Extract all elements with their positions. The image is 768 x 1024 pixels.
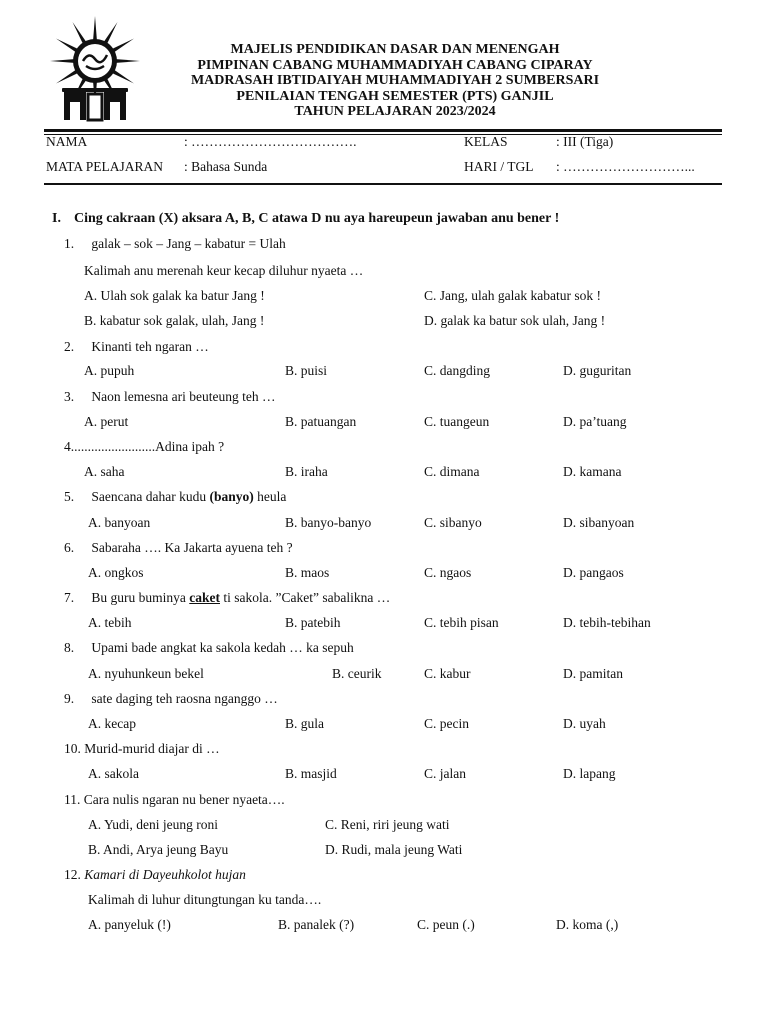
- logo-sun-ray: [112, 70, 134, 84]
- question-9-option-d[interactable]: D. uyah: [563, 716, 606, 731]
- question-6-option-a[interactable]: A. ongkos: [88, 565, 144, 580]
- question-7: 7. Bu guru buminya caket ti sakola. ”Caket” sabalikna …: [64, 590, 391, 605]
- question-7-option-c[interactable]: C. tebih pisan: [424, 615, 499, 630]
- question-12-option-d[interactable]: D. koma (,): [556, 917, 619, 932]
- question-4-option-a[interactable]: A. saha: [84, 464, 125, 479]
- mapel-value: : Bahasa Sunda: [184, 159, 268, 174]
- question-1: 1. galak – sok – Jang – kabatur = Ulah: [64, 236, 286, 251]
- header-line-pimpinan: PIMPINAN CABANG MUHAMMADIYAH CABANG CIPARAY: [197, 57, 593, 73]
- info-rule: [44, 183, 722, 185]
- question-9: 9. sate daging teh raosna nganggo …: [64, 691, 278, 706]
- section-instruction-text: Cing cakraan (X) aksara A, B, C atawa D nu aya hareupeun jawaban anu bener !: [74, 211, 560, 226]
- question-5-option-a[interactable]: A. banyoan: [88, 515, 151, 530]
- hari-label: HARI / TGL: [464, 159, 534, 174]
- question-11-option-b[interactable]: B. Andi, Arya jeung Bayu: [88, 842, 229, 857]
- logo-sun-ray: [73, 22, 87, 44]
- header-line-exam: PENILAIAN TENGAH SEMESTER (PTS) GANJIL: [236, 88, 554, 104]
- question-5-option-d[interactable]: D. sibanyoan: [563, 515, 635, 530]
- header-line-year: TAHUN PELAJARAN 2023/2024: [294, 104, 496, 119]
- question-11-option-a[interactable]: A. Yudi, deni jeung roni: [88, 817, 218, 832]
- question-3-option-a[interactable]: A. perut: [84, 414, 129, 429]
- question-5-keyword: (banyo): [209, 489, 254, 504]
- question-1-option-c[interactable]: C. Jang, ulah galak kabatur sok !: [424, 288, 601, 303]
- hari-value: : ………………………...: [556, 159, 695, 174]
- question-9-option-b[interactable]: B. gula: [285, 716, 324, 731]
- nama-label: NAMA: [46, 134, 88, 149]
- question-8-option-c[interactable]: C. kabur: [424, 666, 471, 681]
- logo-sun-ray: [50, 59, 74, 63]
- question-11: 11. Cara nulis ngaran nu bener nyaeta….: [64, 792, 285, 807]
- logo-sun-ray: [56, 70, 78, 84]
- question-11-option-c[interactable]: C. Reni, riri jeung wati: [325, 817, 450, 832]
- question-7-option-b[interactable]: B. patebih: [285, 615, 341, 630]
- question-10-option-b[interactable]: B. masjid: [285, 766, 337, 781]
- nama-value: : ……………………………….: [184, 134, 357, 149]
- question-1-option-b[interactable]: B. kabatur sok galak, ulah, Jang !: [84, 313, 265, 328]
- question-3: 3. Naon lemesna ari beuteung teh …: [64, 389, 276, 404]
- question-4-option-b[interactable]: B. iraha: [285, 464, 328, 479]
- question-4-option-d[interactable]: D. kamana: [563, 464, 622, 479]
- question-4: 4.........................Adina ipah ?: [64, 439, 225, 454]
- question-5: 5. Saencana dahar kudu (banyo) heula: [64, 489, 287, 504]
- question-1-option-d[interactable]: D. galak ka batur sok ulah, Jang !: [424, 313, 606, 328]
- question-10-option-c[interactable]: C. jalan: [424, 766, 466, 781]
- question-5-option-c[interactable]: C. sibanyo: [424, 515, 482, 530]
- question-2: 2. Kinanti teh ngaran …: [64, 339, 209, 354]
- question-12-option-a[interactable]: A. panyeluk (!): [88, 917, 171, 932]
- question-8-option-b[interactable]: B. ceurik: [332, 666, 382, 681]
- question-3-option-c[interactable]: C. tuangeun: [424, 414, 490, 429]
- logo-sun-ray: [104, 22, 118, 44]
- question-12-option-c[interactable]: C. peun (.): [417, 917, 475, 932]
- question-10: 10. Murid-murid diajar di …: [64, 741, 220, 756]
- muhammadiyah-logo-icon: [40, 14, 150, 124]
- question-3-option-b[interactable]: B. patuangan: [285, 414, 357, 429]
- kelas-value: : III (Tiga): [556, 134, 614, 149]
- logo-sun-ray: [93, 16, 97, 40]
- header-line-madrasah: MADRASAH IBTIDAIYAH MUHAMMADIYAH 2 SUMBERSARI: [190, 73, 600, 88]
- header-line-majelis: MAJELIS PENDIDIKAN DASAR DAN MENENGAH: [230, 42, 560, 57]
- section-number: I.: [52, 211, 61, 226]
- question-12-stem: Kalimah di luhur ditungtungan ku tanda….: [88, 892, 322, 907]
- question-6: 6. Sabaraha …. Ka Jakarta ayuena teh ?: [64, 540, 293, 555]
- question-7-option-a[interactable]: A. tebih: [88, 615, 132, 630]
- question-10-option-a[interactable]: A. sakola: [88, 766, 139, 781]
- logo-sun-ray: [112, 39, 134, 53]
- question-7-keyword: caket: [189, 590, 220, 605]
- question-6-option-b[interactable]: B. maos: [285, 565, 330, 580]
- question-3-option-d[interactable]: D. pa’tuang: [563, 414, 627, 429]
- header-rule-thick: [44, 129, 722, 132]
- question-7-option-d[interactable]: D. tebih-tebihan: [563, 615, 651, 630]
- question-2-option-d[interactable]: D. guguritan: [563, 363, 632, 378]
- question-10-option-d[interactable]: D. lapang: [563, 766, 616, 781]
- question-6-option-c[interactable]: C. ngaos: [424, 565, 472, 580]
- question-9-option-c[interactable]: C. pecin: [424, 716, 469, 731]
- question-2-option-b[interactable]: B. puisi: [285, 363, 328, 378]
- question-1-option-a[interactable]: A. Ulah sok galak ka batur Jang !: [84, 288, 265, 303]
- question-4-option-c[interactable]: C. dimana: [424, 464, 480, 479]
- school-header: [140, 42, 650, 120]
- logo-sun-ray: [56, 39, 78, 53]
- question-2-option-c[interactable]: C. dangding: [424, 363, 490, 378]
- question-8-option-d[interactable]: D. pamitan: [563, 666, 623, 681]
- question-8-option-a[interactable]: A. nyuhunkeun bekel: [88, 666, 204, 681]
- question-1-stem: Kalimah anu merenah keur kecap diluhur nyaeta …: [84, 263, 364, 278]
- question-6-option-d[interactable]: D. pangaos: [563, 565, 624, 580]
- mapel-label: MATA PELAJARAN: [46, 159, 164, 174]
- question-11-option-d[interactable]: D. Rudi, mala jeung Wati: [325, 842, 463, 857]
- section-instruction: [52, 211, 559, 227]
- logo-sun-ray: [116, 59, 140, 63]
- question-2-option-a[interactable]: A. pupuh: [84, 363, 135, 378]
- question-9-option-a[interactable]: A. kecap: [88, 716, 136, 731]
- question-8: 8. Upami bade angkat ka sakola kedah … ka sepuh: [64, 640, 354, 655]
- header-rule-thin: [44, 134, 722, 135]
- question-12: 12. Kamari di Dayeuhkolot hujan: [64, 867, 246, 882]
- question-12-option-b[interactable]: B. panalek (?): [278, 917, 355, 932]
- question-5-option-b[interactable]: B. banyo-banyo: [285, 515, 372, 530]
- kelas-label: KELAS: [464, 134, 508, 149]
